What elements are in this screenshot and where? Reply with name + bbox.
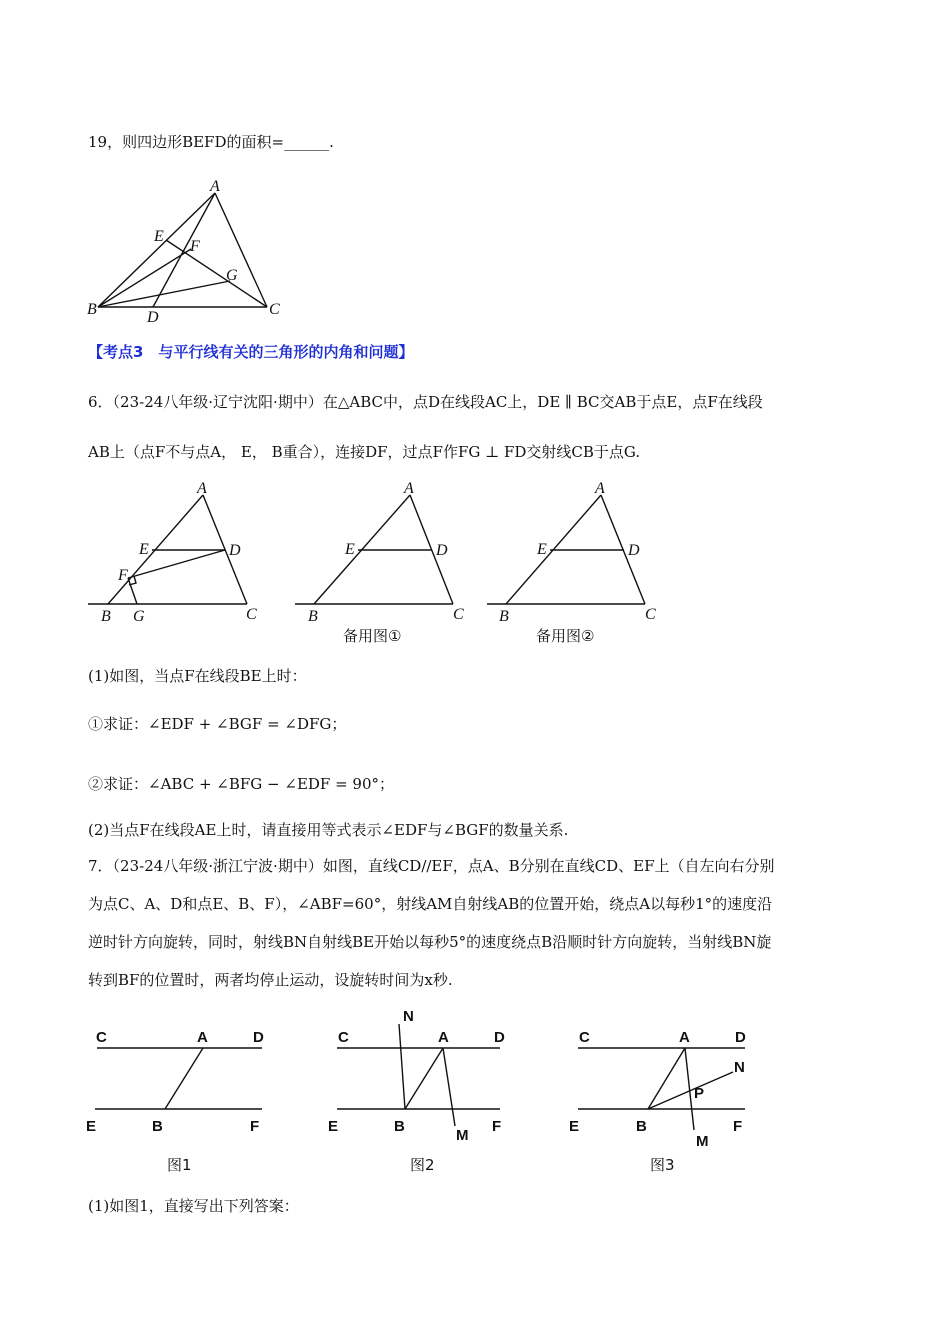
label-a: A [595, 480, 605, 497]
label-a: A [438, 1029, 449, 1046]
label-e: E [345, 541, 355, 558]
q6-main-figure [88, 480, 257, 625]
label-a: A [197, 480, 207, 497]
label-c: C [269, 301, 280, 318]
label-d: D [253, 1029, 264, 1046]
q6-part-2: (2)当点F在线段AE上时，请直接用等式表示∠EDF与∠BGF的数量关系. [88, 821, 569, 839]
label-b: B [394, 1118, 405, 1135]
label-d: D [147, 309, 159, 326]
label-b: B [499, 608, 509, 625]
q7-figure-2 [328, 1008, 505, 1174]
caption-fig-3: 图3 [650, 1156, 675, 1174]
label-a: A [197, 1029, 208, 1046]
caption-fig-2: 图2 [410, 1156, 435, 1174]
q7-text-line-4: 转到BF的位置时，两者均停止运动，设旋转时间为x秒. [88, 971, 453, 989]
label-b: B [101, 608, 111, 625]
q6-part-1-a: ①求证：∠EDF + ∠BGF = ∠DFG； [88, 715, 347, 733]
q6-text-line-2: AB上（点F不与点A， E， B重合），连接DF，过点F作FG ⊥ FD交射线CB于点G. [88, 443, 641, 461]
caption-backup-2: 备用图② [536, 627, 595, 645]
label-c: C [579, 1029, 590, 1046]
label-b: B [636, 1118, 647, 1135]
q6-part-1-b: ②求证：∠ABC + ∠BFG − ∠EDF = 90°； [88, 775, 395, 793]
q5-triangle-figure [87, 178, 280, 326]
section-heading: 【考点3 与平行线有关的三角形的内角和问题】 [88, 343, 414, 361]
q7-figure-3 [569, 1029, 746, 1174]
q6-backup-figure-1 [295, 480, 464, 645]
q7-text-line-3: 逆时针方向旋转，同时，射线BN自射线BE开始以每秒5°的速度绕点B沿顺时针方向旋转，当射线BN旋 [88, 933, 772, 951]
label-e: E [328, 1118, 339, 1135]
label-c: C [453, 606, 464, 623]
label-a: A [404, 480, 414, 497]
label-c: C [96, 1029, 107, 1046]
label-b: B [152, 1118, 163, 1135]
label-d: D [628, 542, 640, 559]
q6-text-line-1: 6．（23-24八年级·辽宁沈阳·期中）在△ABC中，点D在线段AC上，DE ∥ BC交AB于点E，点F在线段 [88, 393, 763, 411]
label-c: C [338, 1029, 349, 1046]
label-e: E [86, 1118, 97, 1135]
label-b: B [87, 301, 97, 318]
label-g: G [133, 608, 145, 625]
q7-part-1: (1)如图1，直接写出下列答案： [88, 1197, 299, 1215]
label-g: G [226, 267, 238, 284]
label-p: P [694, 1085, 705, 1102]
label-f: F [492, 1118, 502, 1135]
label-d: D [494, 1029, 505, 1046]
label-e: E [139, 541, 149, 558]
label-a: A [679, 1029, 690, 1046]
label-f: F [190, 238, 200, 255]
q7-text-line-1: 7．（23-24八年级·浙江宁波·期中）如图，直线CD//EF，点A、B分别在直线CD、EF上（自左向右分别 [88, 857, 775, 875]
label-e: E [154, 228, 164, 245]
label-m: M [696, 1133, 709, 1150]
label-f: F [250, 1118, 260, 1135]
label-f: F [733, 1118, 743, 1135]
label-d: D [735, 1029, 746, 1046]
label-b: B [308, 608, 318, 625]
label-c: C [246, 606, 257, 623]
label-e: E [569, 1118, 580, 1135]
label-n: N [403, 1008, 414, 1025]
label-e: E [537, 541, 547, 558]
q7-text-line-2: 为点C、A、D和点E、B、F），∠ABF=60°，射线AM自射线AB的位置开始，绕点A以每秒1°的速度沿 [88, 895, 773, 913]
label-m: M [456, 1127, 469, 1144]
label-d: D [229, 542, 241, 559]
label-a: A [210, 178, 220, 195]
q7-figure-1 [86, 1029, 264, 1174]
label-d: D [436, 542, 448, 559]
q5-tail-text: 19，则四边形BEFD的面积=______. [88, 133, 334, 151]
caption-backup-1: 备用图① [343, 627, 402, 645]
q6-backup-figure-2 [487, 480, 656, 645]
caption-fig-1: 图1 [167, 1156, 192, 1174]
q6-part-1: (1)如图，当点F在线段BE上时： [88, 667, 307, 685]
label-n: N [734, 1059, 745, 1076]
label-c: C [645, 606, 656, 623]
label-f: F [118, 567, 128, 584]
